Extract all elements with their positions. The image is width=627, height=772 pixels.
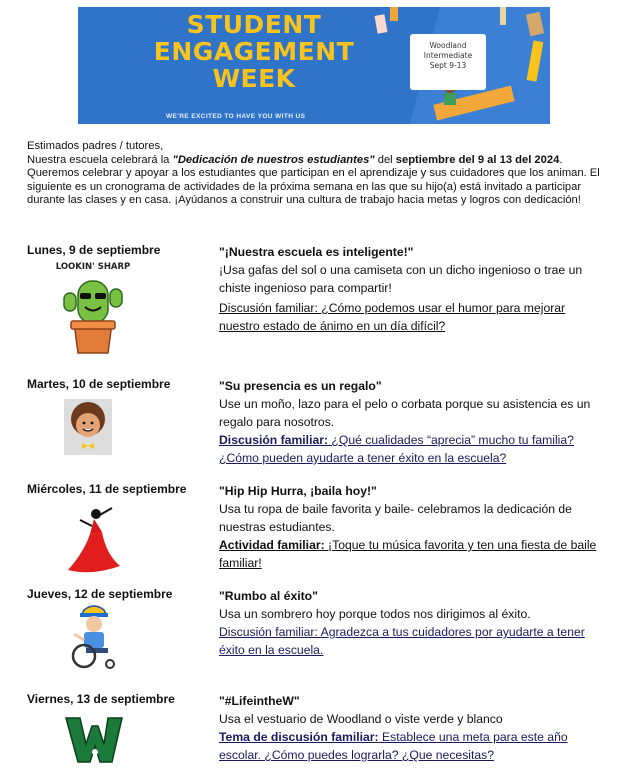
family-discussion: Establece una meta para este año escolar. ¿Cómo puedes lograrla? ¿Que necesitas? — [219, 730, 568, 762]
banner-title-line: ENGAGEMENT — [153, 37, 355, 66]
intro-line — [27, 154, 612, 168]
intro-letter — [27, 140, 612, 208]
banner-title-line: WEEK — [212, 64, 296, 93]
sticker-text: LOOKIN' SHARP — [55, 262, 131, 272]
woodland-w-logo-icon — [64, 716, 124, 764]
day-theme: "Su presencia es un regalo" — [219, 379, 382, 393]
flamenco-dancer-icon — [62, 504, 124, 576]
day-label: Miércoles, 11 de septiembre — [27, 482, 187, 496]
day-label: Lunes, 9 de septiembre — [27, 243, 161, 257]
activity-label: Actividad familiar: — [219, 538, 325, 552]
day-label: Martes, 10 de septiembre — [27, 377, 171, 391]
card-dates: Sept 9-13 — [429, 61, 467, 70]
card-school: Woodland — [429, 41, 467, 50]
day-description — [219, 587, 609, 659]
intro-text: Nuestra escuela celebrará la — [27, 153, 173, 166]
day-label: Viernes, 13 de septiembre — [27, 692, 175, 706]
family-discussion: Discusión familiar: ¿Cómo podemos usar el humor para mejorar nuestro estado de ánimo en un día difícil? — [219, 301, 566, 333]
card-school-type: Intermediate — [423, 51, 473, 60]
day-description — [219, 377, 609, 467]
family-discussion: ¿Qué cualidades “aprecia” mucho tu familia? ¿Cómo pueden ayudarte a tener éxito en la escuela? — [219, 433, 574, 465]
intro-body: Queremos celebrar y apoyar a los estudiantes que participan en el aprendizaje y sus cuidadores que los animan. El siguiente es un cronograma de actividades de la próxima semana en las que su hijo(a) está invitado a participar durante las clases y en casa. ¡Ayúdanos a construir una cultura de trabajo hacia metas y logros con dedicación! — [27, 167, 600, 207]
banner-subtitle: WE'RE EXCITED TO HAVE YOU WITH US — [166, 113, 306, 120]
header-banner — [78, 7, 550, 124]
family-activity: ¡Toque tu música favorita y ten una fiesta de baile familiar! — [219, 538, 597, 570]
day-theme: "¡Nuestra escuela es inteligente!" — [219, 245, 414, 259]
wheelchair-student-icon — [62, 604, 124, 670]
intro-text: del — [374, 153, 396, 166]
event-dates: septiembre del 9 al 13 del 2024 — [395, 153, 560, 166]
theme-quote: "Dedicación de nuestros estudiantes" — [172, 153, 375, 166]
boy-with-bowtie-icon — [64, 399, 112, 455]
cactus-sunglasses-icon — [52, 257, 134, 357]
event-card-text — [416, 41, 480, 71]
banner-title-line: STUDENT — [186, 10, 322, 39]
day-activity: Usa un sombrero hoy porque todos nos dirigimos al éxito. — [219, 607, 531, 621]
day-label: Jueves, 12 de septiembre — [27, 587, 173, 601]
greeting: Estimados padres / tutores, — [27, 140, 164, 152]
day-theme: "Hip Hip Hurra, ¡baila hoy!" — [219, 484, 377, 498]
intro-text: . — [559, 153, 563, 166]
day-description — [219, 692, 609, 764]
day-activity: Usa el vestuario de Woodland o viste verde y blanco — [219, 712, 503, 726]
banner-title — [144, 11, 364, 92]
day-description — [219, 482, 609, 572]
day-activity: ¡Usa gafas del sol o una camiseta con un dicho ingenioso o trae un chiste ingenioso para compartir! — [219, 263, 583, 295]
day-activity: Usa tu ropa de baile favorita y baile- celebramos la dedicación de nuestras estudiantes. — [219, 502, 572, 534]
discussion-label: Tema de discusión familiar: — [219, 730, 379, 744]
day-description — [219, 243, 609, 335]
discussion-label: Discusión familiar: — [219, 433, 329, 447]
day-theme: "#LifeintheW" — [219, 694, 300, 708]
day-theme: "Rumbo al éxito" — [219, 589, 318, 603]
family-discussion: Discusión familiar: Agradezca a tus cuidadores por ayudarte a tener éxito en la escuela. — [219, 625, 585, 657]
day-activity: Use un moño, lazo para el pelo o corbata porque su asistencia es un regalo para nosotros. — [219, 397, 591, 429]
